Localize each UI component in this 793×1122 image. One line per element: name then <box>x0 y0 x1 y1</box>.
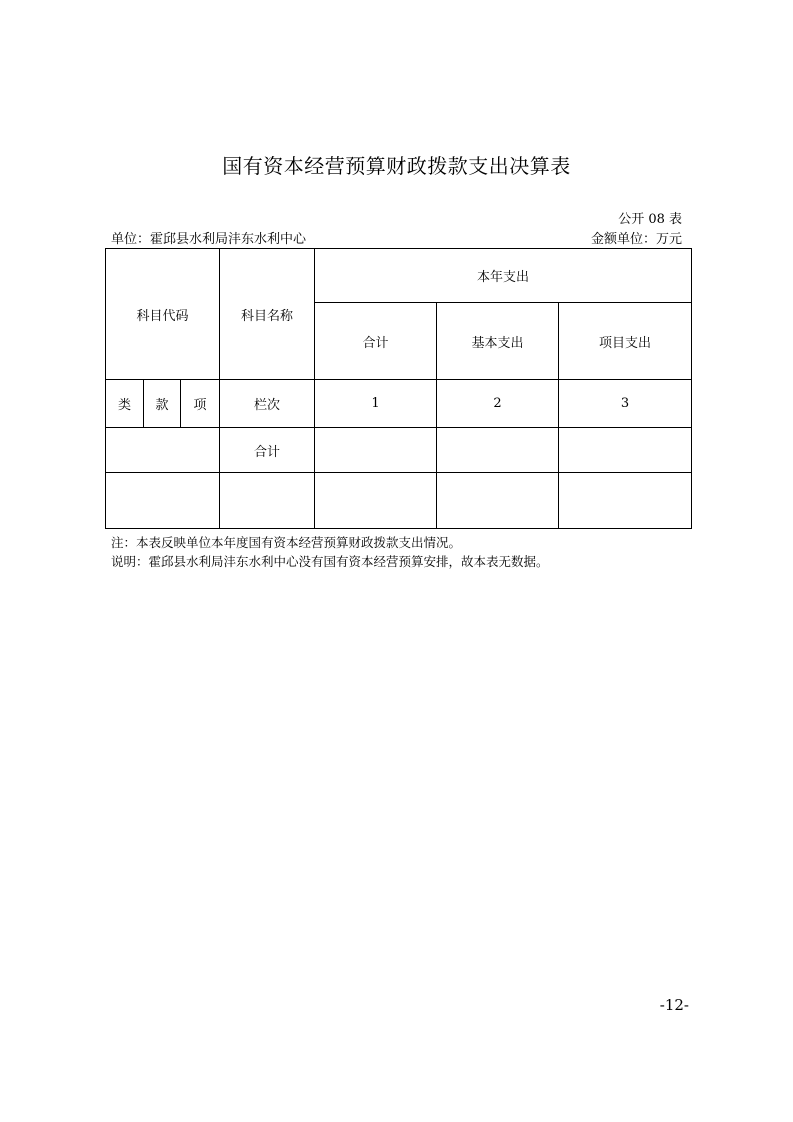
notes <box>111 533 549 571</box>
empty-cell <box>220 473 315 529</box>
empty-row <box>106 473 692 529</box>
header-column-no: 栏次 <box>220 380 315 428</box>
empty-cell <box>437 473 559 529</box>
total-row-project <box>559 428 692 473</box>
header-category: 类 <box>106 380 144 428</box>
empty-cell <box>315 473 437 529</box>
header-section: 款 <box>144 380 181 428</box>
column-number-3: 3 <box>559 380 692 428</box>
amount-unit: 金额单位：万元 <box>590 232 682 247</box>
header-basic-expense: 基本支出 <box>437 303 559 380</box>
header-subject-code: 科目代码 <box>106 249 220 380</box>
total-row-label: 合计 <box>220 428 315 473</box>
header-current-year-expense: 本年支出 <box>315 249 692 303</box>
empty-cell <box>559 473 692 529</box>
column-number-1: 1 <box>315 380 437 428</box>
empty-cell <box>106 473 220 529</box>
page-title: 国有资本经营预算财政拨款支出决算表 <box>222 154 571 178</box>
total-row-basic <box>437 428 559 473</box>
total-row-total <box>315 428 437 473</box>
header-total: 合计 <box>315 303 437 380</box>
total-row <box>106 428 692 473</box>
header-subject-name: 科目名称 <box>220 249 315 380</box>
column-number-2: 2 <box>437 380 559 428</box>
page-number: -12- <box>659 996 689 1014</box>
form-code: 公开 08 表 <box>618 212 682 227</box>
column-number-row <box>106 380 692 428</box>
note-text: 注：本表反映单位本年度国有资本经营预算财政拨款支出情况。 <box>111 535 462 550</box>
header-item: 项 <box>181 380 220 428</box>
header-row-1 <box>106 249 692 303</box>
reporting-unit: 单位：霍邱县水利局沣东水利中心 <box>111 232 307 247</box>
budget-table <box>105 248 692 529</box>
header-project-expense: 项目支出 <box>559 303 692 380</box>
total-row-code <box>106 428 220 473</box>
explanation-text: 说明：霍邱县水利局沣东水利中心没有国有资本经营预算安排，故本表无数据。 <box>111 554 549 569</box>
